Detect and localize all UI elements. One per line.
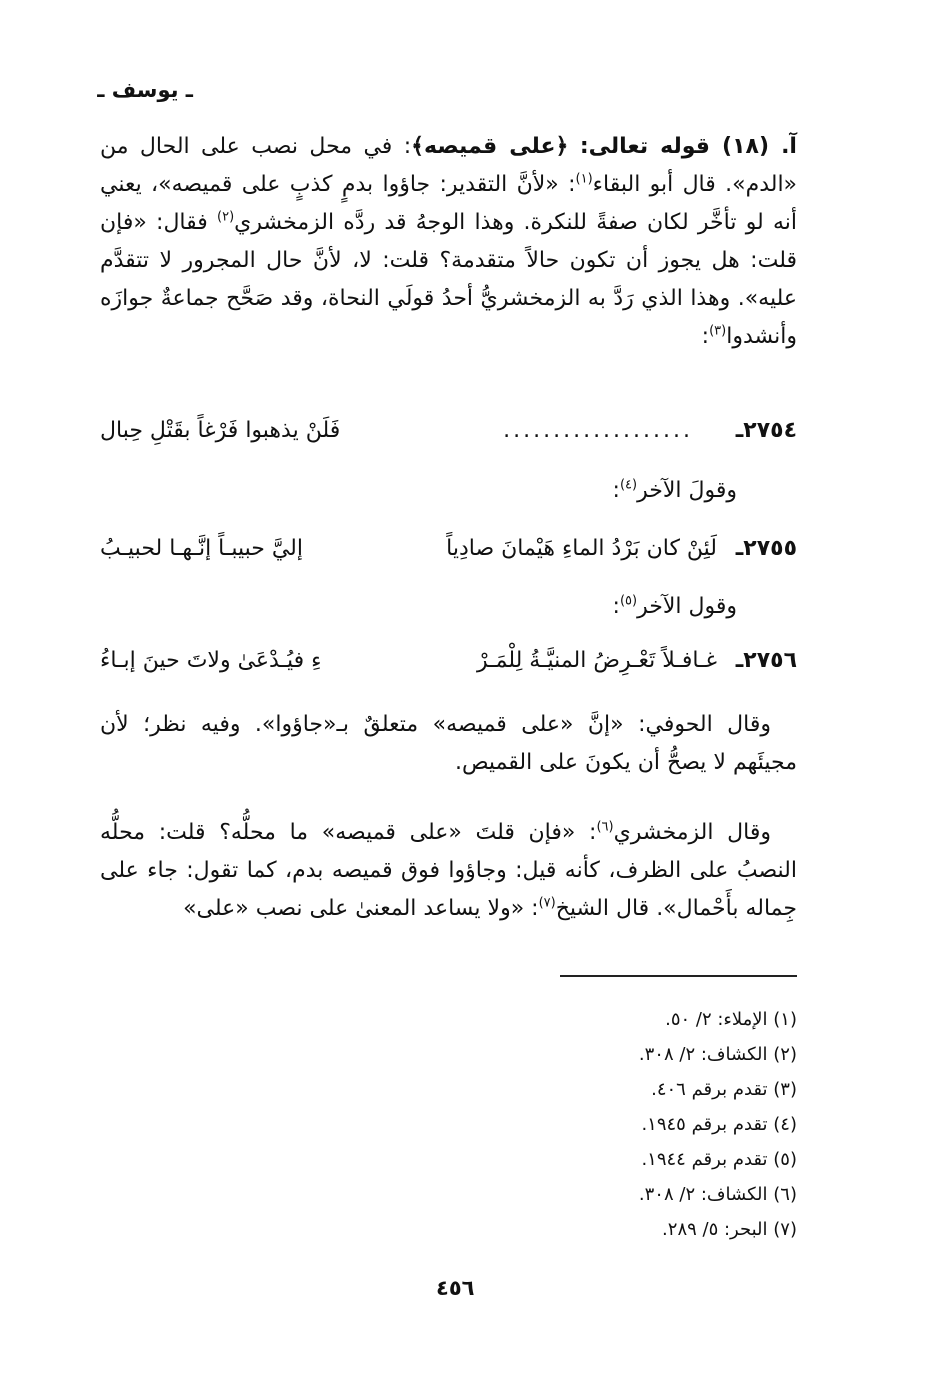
paragraph-text: : «ولا يساعد المعنىٰ على نصب «على» bbox=[183, 896, 539, 921]
footnote-text: الكشاف: ٢/ ٣٠٨. bbox=[638, 1044, 768, 1065]
footnote-text: الكشاف: ٢/ ٣٠٨. bbox=[638, 1184, 768, 1205]
running-header: ـ يوسف ـ bbox=[97, 78, 193, 102]
verse-number: ٢٧٥٥ـ bbox=[735, 536, 797, 561]
footnote-number: (٢) bbox=[773, 1044, 797, 1065]
footnote-number: (٧) bbox=[773, 1219, 797, 1240]
footnote-ref-6: (٦) bbox=[596, 819, 614, 835]
colon: : bbox=[701, 324, 710, 349]
footnote-number: (٥) bbox=[773, 1149, 797, 1170]
footnote-ref-7: (٧) bbox=[538, 895, 556, 911]
footnote bbox=[639, 1212, 797, 1247]
footnote-number: (٦) bbox=[773, 1184, 797, 1205]
quran-quote: ﴿على قميصه﴾ bbox=[411, 134, 569, 159]
verse-hemistich-first: لَئِنْ كان بَرْدُ الماءِ هَيْمانَ صادِياً bbox=[446, 536, 717, 561]
footnote-number: (١) bbox=[773, 1009, 797, 1030]
footnotes bbox=[639, 1002, 797, 1247]
intro-text: وقولَ الآخر bbox=[637, 478, 737, 503]
footnote bbox=[639, 1072, 797, 1107]
verse-2756 bbox=[100, 648, 797, 688]
footnote bbox=[639, 1002, 797, 1037]
verse-number: ٢٧٥٤ـ bbox=[735, 418, 797, 443]
footnote-ref-4: (٤) bbox=[619, 477, 638, 493]
footnote-text: تقدم برقم ٤٠٦. bbox=[651, 1079, 768, 1100]
paragraph-text: : في محل نصب على الحال من «الدم». قال أبو البقاء bbox=[100, 134, 798, 197]
footnote-text: الإملاء: ٢/ ٥٠. bbox=[665, 1009, 768, 1030]
verse-reference: آ. (١٨) قوله تعالى: bbox=[579, 134, 797, 159]
footnote-ref-1: (١) bbox=[575, 171, 593, 187]
footnote-ref-5: (٥) bbox=[619, 593, 638, 609]
footnote-number: (٤) bbox=[773, 1114, 797, 1135]
footnote-ref-3: (٣) bbox=[709, 323, 727, 339]
paragraph-text: وقال الزمخشري bbox=[613, 820, 771, 845]
verse-number: ٢٧٥٦ـ bbox=[735, 648, 797, 673]
intro-text: وقول الآخر bbox=[637, 594, 737, 619]
verse-hemistich-second: ءِ فيُـدْعَىٰ ولاتَ حينَ إبـاءُ bbox=[100, 648, 322, 673]
footnote-separator bbox=[560, 975, 797, 977]
colon: : bbox=[612, 594, 620, 619]
footnote-ref-2: (٢) bbox=[217, 209, 235, 225]
colon: : bbox=[612, 478, 620, 503]
verse-2754 bbox=[100, 418, 797, 458]
paragraph-1 bbox=[100, 128, 797, 356]
page-number: ٤٥٦ bbox=[436, 1276, 475, 1300]
paragraph-2: وقال الحوفي: «إنَّ «على قميصه» متعلقٌ بـ«جاؤوا». وفيه نظر؛ لأن مجيئَهم لا يصحُّ أن يكونَ على القميص. bbox=[100, 712, 797, 775]
footnote-number: (٣) bbox=[773, 1079, 797, 1100]
footnote bbox=[639, 1037, 797, 1072]
verse-ellipsis: ................... bbox=[503, 418, 693, 443]
paragraph-text: : «فإن قلتَ «على قميصه» ما محلُّه؟ قلت: محلُّه النصبُ على الظرف، كأنه قيل: وجاؤوا فوق قميصه بدم، كما تقول: جاء على جِماله بأَحْمال». قال الشيخ bbox=[100, 820, 797, 921]
verse-2755 bbox=[100, 536, 797, 576]
footnote bbox=[639, 1107, 797, 1142]
paragraph-text: : «لأنَّ التقدير: جاؤوا بدمٍ كذبٍ على قميصه»، يعني أنه لو تأخَّر لكان صفةً للنكرة. وهذا الوجهُ قد ردَّه الزمخشري bbox=[100, 172, 797, 235]
paragraph-3 bbox=[100, 814, 797, 928]
footnote-text: البحر: ٥/ ٢٨٩. bbox=[662, 1219, 768, 1240]
footnote bbox=[639, 1142, 797, 1177]
verse-intro bbox=[613, 478, 737, 503]
verse-hemistich-first: غـافـلاً تَعْـرِضُ المنيَّـةُ لِلْمَـرْ bbox=[477, 648, 717, 673]
paragraph-text: فقال: «فإن قلت: هل يجوز أن تكون حالاً متقدمة؟ قلت: لا، لأنَّ حال المجرور لا تتقدَّم عليه». وهذا الذي رَدَّ به الزمخشريُّ أحدُ قولَي النحاة، وقد صَحَّح جماعةٌ جوازَه وأنشدوا bbox=[100, 210, 797, 349]
footnote-text: تقدم برقم ١٩٤٥. bbox=[641, 1114, 768, 1135]
verse-hemistich: فَلَنْ يذهبوا فَرْغاً بقَتْلِ حِبال bbox=[100, 418, 341, 443]
verse-intro bbox=[613, 594, 737, 619]
verse-hemistich-second: إليَّ حبيبـاً إنَّـهـا لحبيـبُ bbox=[100, 536, 303, 561]
footnote-text: تقدم برقم ١٩٤٤. bbox=[641, 1149, 768, 1170]
footnote bbox=[639, 1177, 797, 1212]
